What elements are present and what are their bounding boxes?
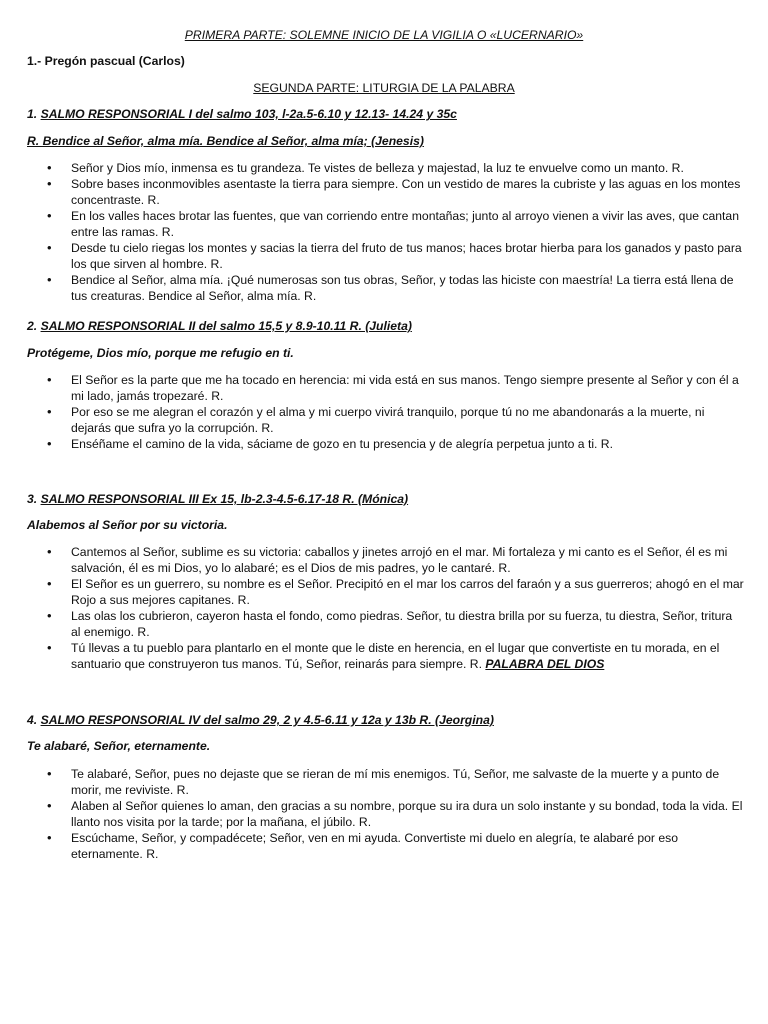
- psalm-3-number: 3.: [27, 492, 41, 506]
- psalm-2-heading: [27, 318, 744, 334]
- psalm-4-title: SALMO RESPONSORIAL IV del salmo 29, 2 y 4.5-6.11 y 12a y 13b R. (Jeorgina): [40, 713, 494, 727]
- psalm-3-title: SALMO RESPONSORIAL III Ex 15, lb-2.3-4.5-6.17-18 R. (Mónica): [40, 492, 409, 506]
- psalm-4-number: 4.: [27, 713, 41, 727]
- part2-title: SEGUNDA PARTE: LITURGIA DE LA PALABRA: [253, 81, 515, 95]
- verse-item: • El Señor es la parte que me ha tocado en herencia: mi vida está en sus manos. Tengo siempre presente al Señor y con él a mi lado, jamás tropezaré. R.: [27, 372, 744, 404]
- verse-item: [27, 640, 744, 672]
- pregon-line: 1.- Pregón pascual (Carlos): [27, 54, 185, 68]
- psalm-2-title: SALMO RESPONSORIAL II del salmo 15,5 y 8.9-10.11 R. (Julieta): [40, 319, 412, 333]
- verse-item: • Sobre bases inconmovibles asentaste la tierra para siempre. Con un vestido de mares la cubriste y las aguas en los montes concentraste. R.: [27, 176, 744, 208]
- psalm-2-verses: [27, 372, 744, 452]
- psalm-1-verses: [27, 160, 744, 304]
- verse-item: • En los valles haces brotar las fuentes, que van corriendo entre montañas; junto al arroyo vienen a vivir las aves, que cantan entre las ramas. R.: [27, 208, 744, 240]
- psalm-4-heading: [27, 712, 744, 728]
- psalm-2-number: 2.: [27, 319, 41, 333]
- psalm-4-response: Te alabaré, Señor, eternamente.: [27, 739, 211, 753]
- verse-item: • Las olas los cubrieron, cayeron hasta el fondo, como piedras. Señor, tu diestra brilla por su fuerza, tu diestra, Señor, tritura al enemigo. R.: [27, 608, 744, 640]
- verse-text: Tú llevas a tu pueblo para plantarlo en el monte que le diste en herencia, en el lugar que convertiste en tu morada, en el santuario que construyeron tus manos. Tú, Señor, reinarás para siempre. R.: [71, 641, 720, 671]
- verse-item: • El Señor es un guerrero, su nombre es el Señor. Precipitó en el mar los carros del faraón y a sus guerreros; ahogó en el mar Rojo a sus mejores capitanes. R.: [27, 576, 744, 608]
- verse-item: • Escúchame, Señor, y compadécete; Señor, ven en mi ayuda. Convertiste mi duelo en alegría, te alabaré por eso eternamente. R.: [27, 830, 744, 862]
- psalm-3-response: Alabemos al Señor por su victoria.: [27, 518, 228, 532]
- verse-item: • Por eso se me alegran el corazón y el alma y mi cuerpo vivirá tranquilo, porque tú no me abandonarás a la muerte, ni dejarás que sufra yo la corrupción. R.: [27, 404, 744, 436]
- verse-item: • Te alabaré, Señor, pues no dejaste que se rieran de mí mis enemigos. Tú, Señor, me salvaste de la muerte y a punto de morir, me reviviste. R.: [27, 766, 744, 798]
- psalm-4-verses: [27, 766, 744, 862]
- psalm-1-heading: [27, 106, 744, 122]
- palabra-del-dios: PALABRA DEL DIOS: [485, 657, 605, 671]
- verse-item: • Enséñame el camino de la vida, sáciame de gozo en tu presencia y de alegría perpetua junto a ti. R.: [27, 436, 744, 452]
- psalm-1-response: R. Bendice al Señor, alma mía. Bendice al Señor, alma mía; (Jenesis): [27, 134, 424, 148]
- verse-item: • Alaben al Señor quienes lo aman, den gracias a su nombre, porque su ira dura un solo instante y su bondad, toda la vida. El llanto nos visita por la tarde; por la mañana, el júbilo. R.: [27, 798, 744, 830]
- psalm-3-verses: [27, 544, 744, 672]
- psalm-2-response: Protégeme, Dios mío, porque me refugio en ti.: [27, 346, 294, 360]
- verse-item: • Señor y Dios mío, inmensa es tu grandeza. Te vistes de belleza y majestad, la luz te envuelve como un manto. R.: [27, 160, 744, 176]
- part1-title: PRIMERA PARTE: SOLEMNE INICIO DE LA VIGILIA O «LUCERNARIO»: [184, 28, 584, 42]
- verse-item: • Bendice al Señor, alma mía. ¡Qué numerosas son tus obras, Señor, y todas las hiciste con maestría! La tierra está llena de tus creaturas. Bendice al Señor, alma mía. R.: [27, 272, 744, 304]
- verse-item: • Desde tu cielo riegas los montes y sacias la tierra del fruto de tus manos; haces brotar hierba para los ganados y pasto para los que sirven al hombre. R.: [27, 240, 744, 272]
- psalm-3-heading: [27, 491, 744, 507]
- psalm-1-title: SALMO RESPONSORIAL I del salmo 103, l-2a.5-6.10 y 12.13- 14.24 y 35c: [40, 107, 457, 121]
- verse-item: • Cantemos al Señor, sublime es su victoria: caballos y jinetes arrojó en el mar. Mi fortaleza y mi canto es el Señor, él es mi salvación, él es mi Dios, yo lo alabaré; es el Dios de mis padres, yo le cantaré. R.: [27, 544, 744, 576]
- psalm-1-number: 1.: [27, 107, 41, 121]
